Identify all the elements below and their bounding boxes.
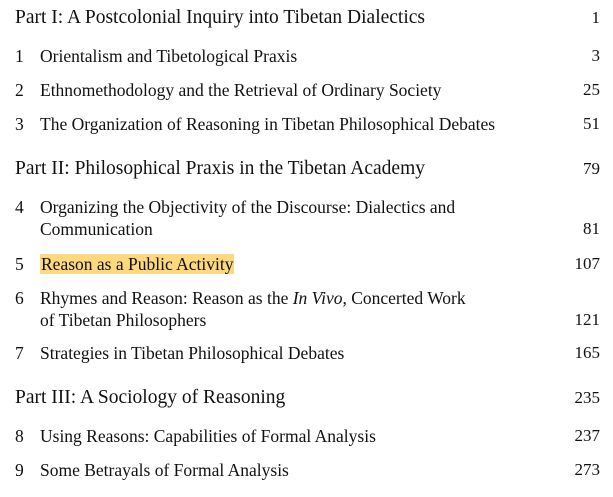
chapter-page-number: 165: [574, 343, 600, 362]
chapter-number: 3: [15, 114, 24, 134]
chapter-page-number: 51: [583, 114, 600, 133]
chapter-page-number: 3: [591, 46, 600, 65]
chapter-title: Using Reasons: Capabilities of Formal Analysis: [40, 426, 376, 446]
chapter-page-number: 107: [574, 254, 600, 273]
part-heading: [15, 386, 600, 410]
part-page-number: 79: [583, 159, 600, 178]
title-text: , Concerted Work: [342, 288, 466, 308]
chapter-title-line: Communication: [40, 219, 153, 239]
chapter-number: 1: [15, 46, 24, 66]
part-page-number: 1: [591, 8, 600, 27]
chapter-title: Some Betrayals of Formal Analysis: [40, 460, 289, 480]
chapter-number: 4: [15, 197, 24, 217]
part-title: Part II: Philosophical Praxis in the Tibetan Academy: [15, 158, 426, 179]
chapter-entry: [15, 113, 600, 135]
chapter-entry: [15, 79, 600, 101]
part-heading: [15, 157, 600, 181]
chapter-number: 9: [15, 460, 24, 480]
chapter-entry: [15, 425, 600, 447]
title-text: Rhymes and Reason: Reason as the: [40, 288, 293, 308]
chapter-title: [40, 253, 560, 275]
chapter-title: [40, 196, 560, 240]
chapter-title-line: of Tibetan Philosophers: [40, 310, 207, 330]
chapter-number: 6: [15, 288, 24, 308]
chapter-number: 7: [15, 343, 24, 363]
chapter-title: The Organization of Reasoning in Tibetan Philosophical Debates: [40, 114, 496, 134]
highlighted-title: Reason as a Public Activity: [41, 254, 234, 274]
chapter-page-number: 81: [583, 219, 600, 238]
chapter-entry: [15, 253, 600, 275]
chapter-entry: [15, 459, 600, 481]
chapter-page-number: 121: [574, 310, 600, 329]
chapter-title-line: [40, 288, 466, 308]
chapter-entry: [15, 196, 600, 240]
chapter-entry: [15, 287, 600, 331]
chapter-title: Strategies in Tibetan Philosophical Debates: [40, 343, 345, 363]
chapter-title: Ethnomethodology and the Retrieval of Ordinary Society: [40, 80, 442, 100]
chapter-title: [40, 287, 560, 331]
part-title: Part I: A Postcolonial Inquiry into Tibetan Dialectics: [15, 7, 426, 28]
chapter-page-number: 273: [574, 460, 600, 479]
chapter-number: 8: [15, 426, 24, 446]
chapter-number: 2: [15, 80, 24, 100]
chapter-page-number: 25: [583, 80, 600, 99]
chapter-title: Orientalism and Tibetological Praxis: [40, 46, 298, 66]
part-page-number: 235: [574, 388, 600, 407]
chapter-number: 5: [15, 254, 24, 274]
chapter-entry: [15, 45, 600, 67]
chapter-page-number: 237: [574, 426, 600, 445]
part-title: Part III: A Sociology of Reasoning: [15, 387, 286, 408]
chapter-title-line: Organizing the Objectivity of the Discourse: Dialectics and: [40, 197, 456, 217]
part-heading: [15, 6, 600, 30]
chapter-entry: [15, 342, 600, 364]
title-italic-text: In Vivo: [292, 288, 343, 308]
